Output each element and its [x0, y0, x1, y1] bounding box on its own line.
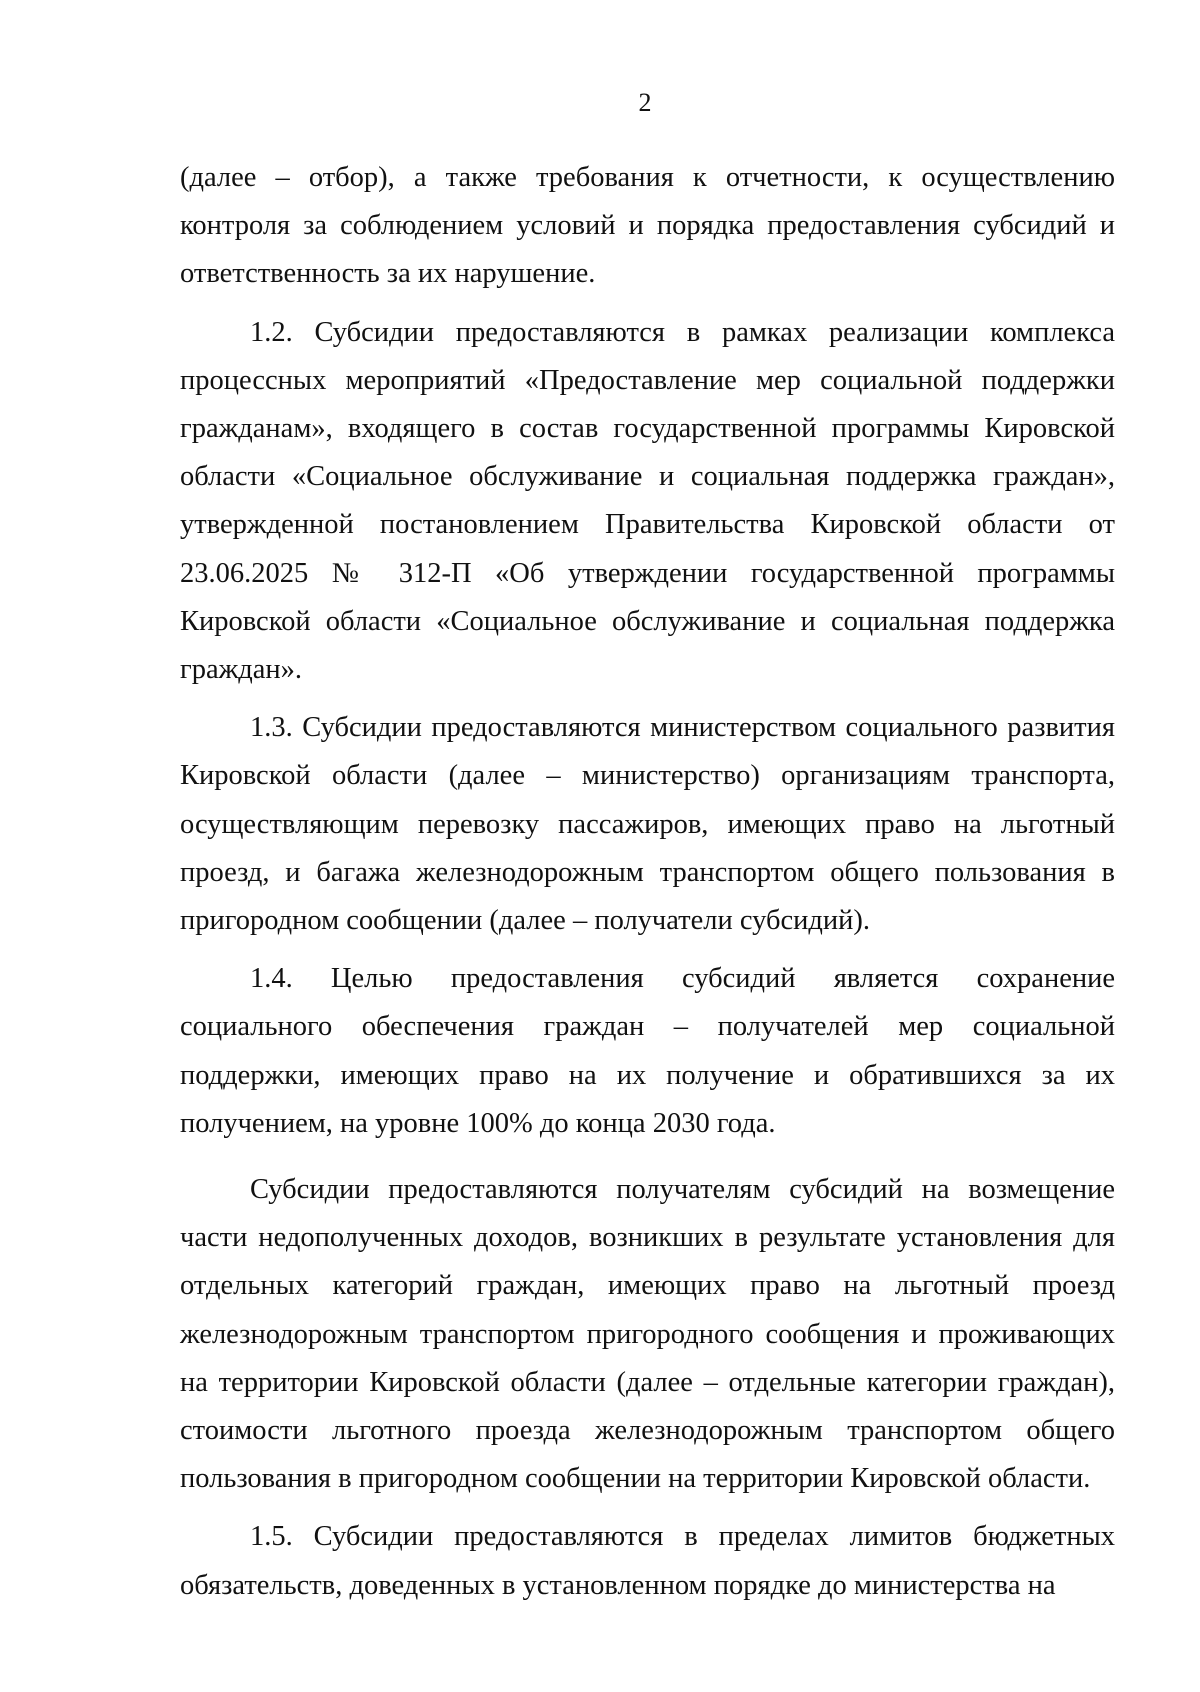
paragraph-1-4: 1.4. Целью предоставления субсидий является сохранение социального обеспечения граждан – получателей мер социальной поддержки, имеющих право на их получение и обратившихся за их получением, на уровне 100% до конца 2030 года.	[180, 963, 1115, 1139]
paragraph-subsidies: Субсидии предоставляются получателям субсидий на возмещение части недополученных доходов, возникших в результате установления для отдельных категорий граждан, имеющих право на льготный проезд железнодорожным транспортом пригородного сообщения и проживающих на территории Кировской области (далее – отдельные категории граждан), стоимости льготного проезда железнодорожным транспортом общего пользования в пригородном сообщении на территории Кировской области.	[180, 1174, 1115, 1495]
paragraph-continuation: (далее – отбор), а также требования к отчетности, к осуществлению контроля за соблюдением условий и порядка предоставления субсидий и ответственность за их нарушение.	[180, 162, 1115, 290]
paragraph-1-2: 1.2. Субсидии предоставляются в рамках реализации комплекса процессных мероприятий «Предоставление мер социальной поддержки гражданам», входящего в состав государственной программы Кировской области «Социальное обслуживание и социальная поддержка граждан», утвержденной постановлением Правительства Кировской области от 23.06.2025 № 312-П «Об утверждении государственной программы Кировской области «Социальное обслуживание и социальная поддержка граждан».	[180, 316, 1115, 686]
document-body	[180, 154, 1115, 1610]
paragraph-1-3: 1.3. Субсидии предоставляются министерством социального развития Кировской области (далее – министерство) организациям транспорта, осуществляющим перевозку пассажиров, имеющих право на льготный проезд, и багажа железнодорожным транспортом общего пользования в пригородном сообщении (далее – получатели субсидий).	[180, 712, 1115, 937]
page-number: 2	[638, 88, 652, 117]
paragraph-1-5: 1.5. Субсидии предоставляются в пределах лимитов бюджетных обязательств, доведенных в установленном порядке до министерства на	[180, 1521, 1115, 1601]
